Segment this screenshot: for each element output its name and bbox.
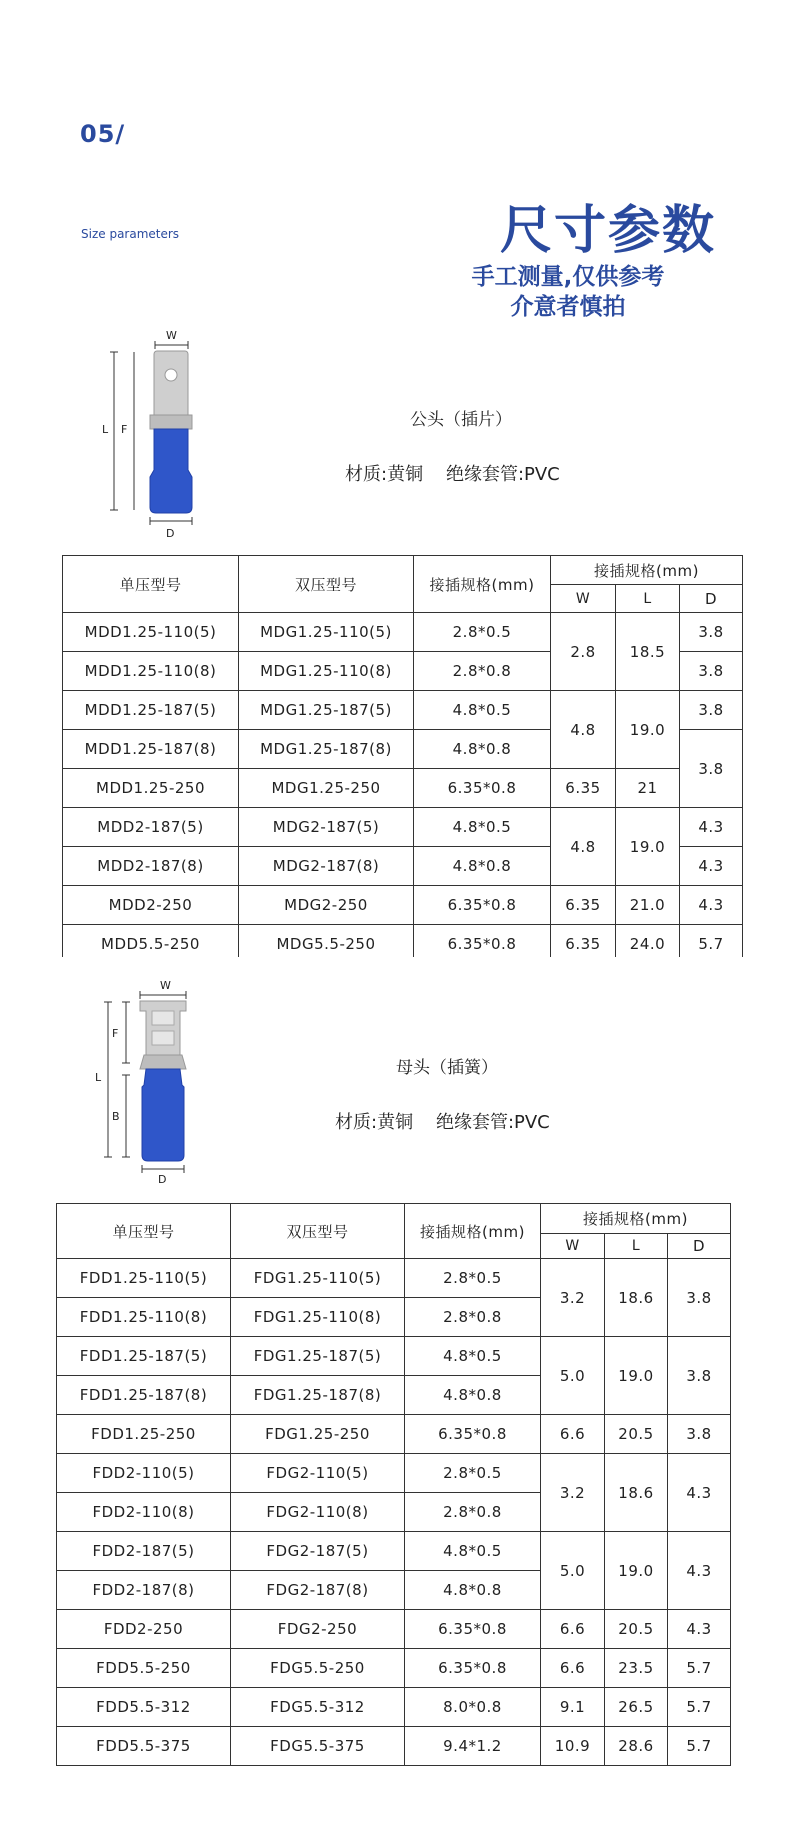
- table-cell: FDG1.25-187(5): [231, 1337, 405, 1376]
- table-cell: 18.6: [605, 1259, 668, 1337]
- table-cell: 4.8*0.8: [414, 847, 551, 886]
- female-title: 母头（插簧）: [396, 1058, 498, 1078]
- table-cell: 4.8*0.5: [405, 1337, 541, 1376]
- table-row: [63, 886, 743, 925]
- head-single: 单压型号: [57, 1204, 231, 1259]
- table-cell: MDG2-250: [239, 886, 414, 925]
- table-cell: MDG2-187(5): [239, 808, 414, 847]
- table-cell: 3.2: [541, 1454, 605, 1532]
- table-cell: 3.8: [668, 1259, 731, 1337]
- table-cell: MDD2-187(8): [63, 847, 239, 886]
- table-cell: 6.35*0.8: [405, 1610, 541, 1649]
- table-cell: MDD2-187(5): [63, 808, 239, 847]
- table-cell: FDG2-110(5): [231, 1454, 405, 1493]
- table-cell: 4.3: [680, 847, 743, 886]
- table-cell: 3.8: [680, 652, 743, 691]
- head-d: D: [680, 585, 743, 613]
- head-l: L: [605, 1234, 668, 1259]
- table-cell: FDG5.5-312: [231, 1688, 405, 1727]
- dim-l-label: L: [95, 1071, 102, 1084]
- table-cell: FDG2-187(8): [231, 1571, 405, 1610]
- table-cell: FDD5.5-312: [57, 1688, 231, 1727]
- female-material: 材质:黄铜 绝缘套管:PVC: [335, 1112, 550, 1133]
- table-cell: MDG1.25-187(8): [239, 730, 414, 769]
- head-w: W: [551, 585, 616, 613]
- table-cell: 5.7: [668, 1649, 731, 1688]
- table-cell: FDG2-110(8): [231, 1493, 405, 1532]
- table-cell: 2.8*0.5: [414, 613, 551, 652]
- table-cell: 21: [616, 769, 680, 808]
- table-cell: 4.8: [551, 691, 616, 769]
- table-cell: MDD5.5-250: [63, 925, 239, 958]
- table-cell: FDD2-187(8): [57, 1571, 231, 1610]
- table-cell: FDD2-187(5): [57, 1532, 231, 1571]
- table-cell: 6.35: [551, 769, 616, 808]
- table-cell: FDG5.5-375: [231, 1727, 405, 1766]
- table-cell: 5.0: [541, 1532, 605, 1610]
- table-cell: 6.35*0.8: [414, 925, 551, 958]
- male-material: 材质:黄铜 绝缘套管:PVC: [345, 464, 560, 485]
- table-cell: 20.5: [605, 1415, 668, 1454]
- table-cell: 3.2: [541, 1259, 605, 1337]
- table-cell: MDD1.25-187(5): [63, 691, 239, 730]
- table-cell: 23.5: [605, 1649, 668, 1688]
- dim-f-label: F: [112, 1027, 119, 1040]
- table-header-row: [63, 556, 743, 585]
- table-row: [63, 769, 743, 808]
- head-l: L: [616, 585, 680, 613]
- table-cell: 20.5: [605, 1610, 668, 1649]
- table-cell: 9.1: [541, 1688, 605, 1727]
- table-cell: 5.0: [541, 1337, 605, 1415]
- dim-w-label: W: [166, 329, 177, 342]
- head-group: 接插规格(mm): [541, 1204, 731, 1234]
- female-spec-table: [56, 1203, 731, 1766]
- table-cell: 3.8: [680, 730, 743, 808]
- table-cell: 4.8*0.5: [414, 808, 551, 847]
- male-terminal-diagram: [90, 325, 220, 545]
- table-cell: FDD1.25-187(8): [57, 1376, 231, 1415]
- table-cell: 4.3: [680, 808, 743, 847]
- head-group: 接插规格(mm): [551, 556, 743, 585]
- table-cell: FDD1.25-250: [57, 1415, 231, 1454]
- table-cell: FDD5.5-250: [57, 1649, 231, 1688]
- table-cell: 6.35: [551, 925, 616, 958]
- head-single: 单压型号: [63, 556, 239, 613]
- table-cell: 4.8: [551, 808, 616, 886]
- table-cell: FDD2-110(5): [57, 1454, 231, 1493]
- dim-l-label: L: [102, 423, 109, 436]
- table-cell: 3.8: [680, 613, 743, 652]
- dim-f-label: F: [121, 423, 128, 436]
- section-subtitle: Size parameters: [81, 227, 180, 241]
- table-row: [57, 1649, 731, 1688]
- table-cell: 5.7: [680, 925, 743, 958]
- table-cell: 4.8*0.5: [405, 1532, 541, 1571]
- dim-d-label: D: [158, 1173, 167, 1185]
- table-row: [63, 808, 743, 847]
- table-cell: 6.35: [551, 886, 616, 925]
- table-cell: FDG1.25-110(8): [231, 1298, 405, 1337]
- table-cell: 26.5: [605, 1688, 668, 1727]
- table-cell: 4.8*0.8: [405, 1376, 541, 1415]
- head-spec: 接插规格(mm): [405, 1204, 541, 1259]
- table-cell: 10.9: [541, 1727, 605, 1766]
- table-cell: FDD1.25-187(5): [57, 1337, 231, 1376]
- table-row: [57, 1454, 731, 1493]
- table-cell: 4.3: [680, 886, 743, 925]
- table-cell: 3.8: [680, 691, 743, 730]
- table-cell: 4.8*0.5: [414, 691, 551, 730]
- table-cell: MDG1.25-110(5): [239, 613, 414, 652]
- table-cell: FDG2-250: [231, 1610, 405, 1649]
- table-cell: 3.8: [668, 1415, 731, 1454]
- dim-b-label: B: [112, 1110, 120, 1123]
- page-title: 尺寸参数: [499, 201, 716, 261]
- table-row: [63, 691, 743, 730]
- dim-d-label: D: [166, 527, 175, 540]
- table-row: [57, 1727, 731, 1766]
- table-cell: MDD1.25-250: [63, 769, 239, 808]
- table-row: [63, 613, 743, 652]
- table-row: [63, 925, 743, 958]
- table-cell: 6.6: [541, 1649, 605, 1688]
- table-cell: 4.3: [668, 1532, 731, 1610]
- table-cell: 2.8*0.8: [405, 1493, 541, 1532]
- table-cell: MDG2-187(8): [239, 847, 414, 886]
- table-header-row: [57, 1204, 731, 1234]
- table-cell: 5.7: [668, 1688, 731, 1727]
- table-cell: MDG5.5-250: [239, 925, 414, 958]
- table-cell: 18.6: [605, 1454, 668, 1532]
- disclaimer-line-1: 手工测量,仅供参考: [471, 264, 665, 290]
- table-cell: FDD1.25-110(5): [57, 1259, 231, 1298]
- table-cell: 3.8: [668, 1337, 731, 1415]
- disclaimer-line-2: 介意者慎拍: [510, 294, 626, 320]
- table-cell: 8.0*0.8: [405, 1688, 541, 1727]
- table-cell: FDG2-187(5): [231, 1532, 405, 1571]
- table-cell: 19.0: [605, 1337, 668, 1415]
- head-double: 双压型号: [231, 1204, 405, 1259]
- table-cell: MDG1.25-187(5): [239, 691, 414, 730]
- table-cell: FDG1.25-187(8): [231, 1376, 405, 1415]
- table-cell: FDG1.25-250: [231, 1415, 405, 1454]
- table-cell: MDD1.25-110(8): [63, 652, 239, 691]
- table-cell: 6.35*0.8: [414, 886, 551, 925]
- male-spec-table: [62, 555, 743, 957]
- table-cell: 9.4*1.2: [405, 1727, 541, 1766]
- male-table-viewport: [0, 555, 790, 957]
- table-cell: 6.6: [541, 1610, 605, 1649]
- table-cell: 4.8*0.8: [414, 730, 551, 769]
- table-cell: MDG1.25-110(8): [239, 652, 414, 691]
- table-cell: 4.3: [668, 1454, 731, 1532]
- table-cell: 19.0: [616, 808, 680, 886]
- table-cell: FDG1.25-110(5): [231, 1259, 405, 1298]
- table-cell: 28.6: [605, 1727, 668, 1766]
- table-cell: 6.6: [541, 1415, 605, 1454]
- table-cell: FDD1.25-110(8): [57, 1298, 231, 1337]
- table-cell: MDD1.25-110(5): [63, 613, 239, 652]
- table-row: [57, 1532, 731, 1571]
- section-number: 05/: [80, 120, 126, 148]
- head-spec: 接插规格(mm): [414, 556, 551, 613]
- table-cell: MDD1.25-187(8): [63, 730, 239, 769]
- head-w: W: [541, 1234, 605, 1259]
- table-row: [57, 1259, 731, 1298]
- table-cell: 4.8*0.8: [405, 1571, 541, 1610]
- table-cell: 2.8*0.8: [405, 1298, 541, 1337]
- table-cell: 6.35*0.8: [405, 1649, 541, 1688]
- head-double: 双压型号: [239, 556, 414, 613]
- table-cell: 19.0: [605, 1532, 668, 1610]
- table-cell: 2.8*0.5: [405, 1454, 541, 1493]
- table-row: [57, 1688, 731, 1727]
- table-cell: 18.5: [616, 613, 680, 691]
- dim-w-label: W: [160, 979, 171, 992]
- table-cell: 2.8: [551, 613, 616, 691]
- female-terminal-diagram: [90, 975, 220, 1185]
- table-cell: 21.0: [616, 886, 680, 925]
- table-cell: FDG5.5-250: [231, 1649, 405, 1688]
- head-d: D: [668, 1234, 731, 1259]
- table-cell: MDD2-250: [63, 886, 239, 925]
- table-cell: 6.35*0.8: [405, 1415, 541, 1454]
- table-cell: MDG1.25-250: [239, 769, 414, 808]
- table-row: [57, 1610, 731, 1649]
- table-cell: 2.8*0.5: [405, 1259, 541, 1298]
- table-row: [57, 1415, 731, 1454]
- male-title: 公头（插片）: [410, 410, 512, 430]
- table-cell: FDD5.5-375: [57, 1727, 231, 1766]
- table-cell: 6.35*0.8: [414, 769, 551, 808]
- table-cell: 24.0: [616, 925, 680, 958]
- table-cell: FDD2-250: [57, 1610, 231, 1649]
- table-cell: FDD2-110(8): [57, 1493, 231, 1532]
- table-cell: 4.3: [668, 1610, 731, 1649]
- table-row: [57, 1337, 731, 1376]
- table-cell: 19.0: [616, 691, 680, 769]
- table-cell: 2.8*0.8: [414, 652, 551, 691]
- table-cell: 5.7: [668, 1727, 731, 1766]
